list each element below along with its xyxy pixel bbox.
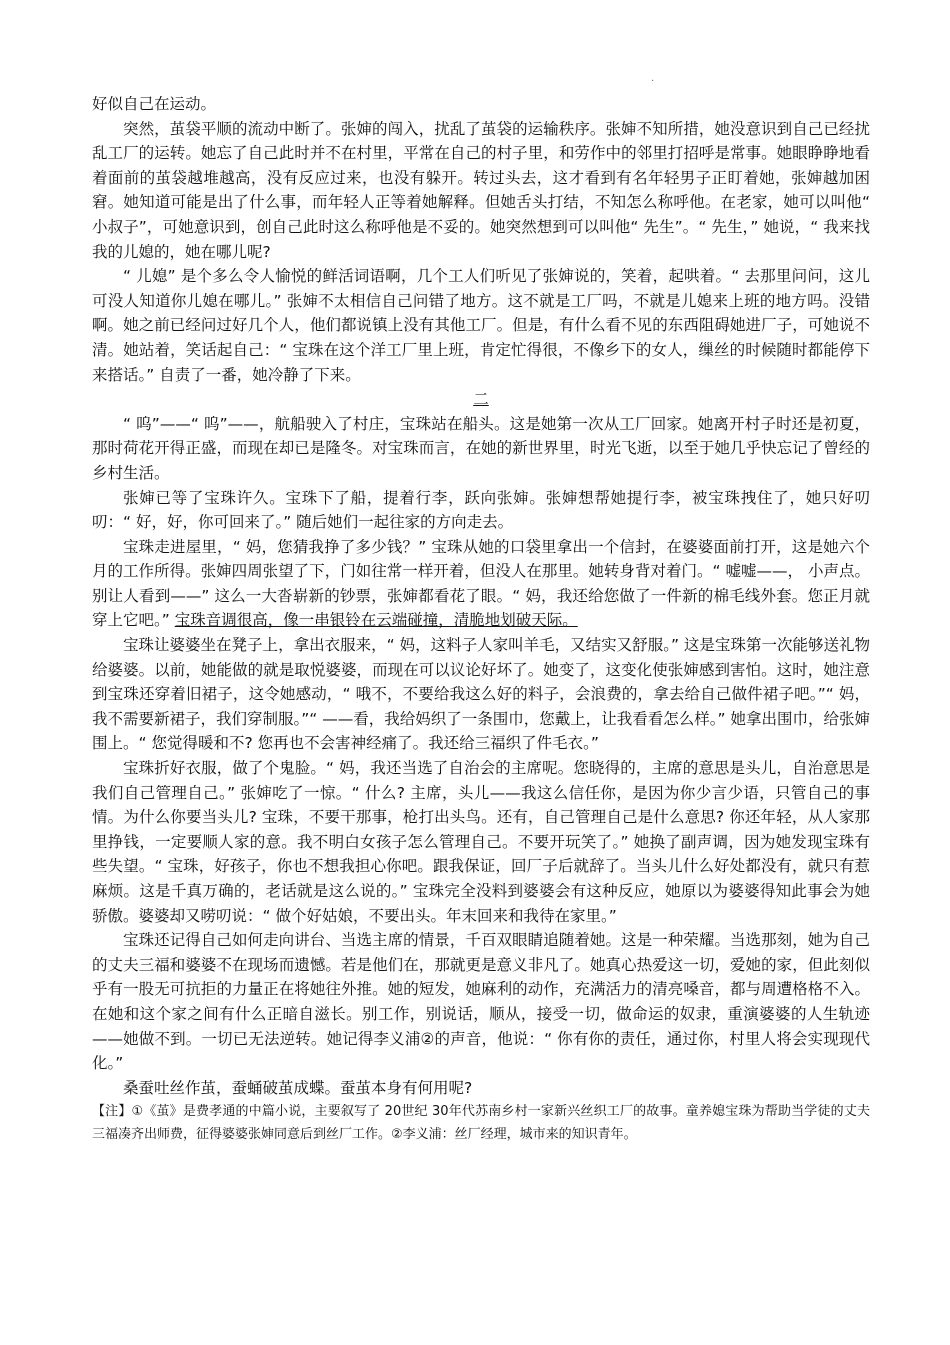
paragraph-1: 突然，茧袋平顺的流动中断了。张婶的闯入，扰乱了茧袋的运输秩序。张婶不知所措，她没意识到自己已经扰乱工厂的运转。她忘了自己此时并不在村里，平常在自己的村子里，和劳作中的邻里打招呼是常事。她眼睁睁地看着面前的茧袋越堆越高，没有反应过来，也没有躲开。转过头去，这才看到有名年轻男子正盯着她，张婶越加困窘。她知道可能是出了什么事，而年轻人正等着她解释。但她舌头打结，不知怎么称呼他。在老家，她可以叫他“ 小叔子”，可她意识到，创自己此时这么称呼他是不妥的。她突然想到可以叫他“ 先生”。“ 先生，” 她说，“ 我来找我的儿媳的，她在哪儿呢? bbox=[92, 119, 870, 261]
paragraph-3: “ 呜”——“ 呜”——，航船驶入了村庄，宝珠站在船头。这是她第一次从工厂回家。她离开村子时还是初夏，那时荷花开得正盛，而现在却已是隆冬。对宝珠而言，在她的新世界里，时光飞逝，以至于她几乎快忘记了曾经的乡村生活。 bbox=[92, 414, 870, 482]
article-body bbox=[92, 92, 870, 1146]
underlined-sentence: 宝珠音调很高，像一串银铃在云端碰撞，清脆地划破天际。 bbox=[174, 611, 578, 630]
paragraph-4: 张婶已等了宝珠许久。宝珠下了船，提着行李，跃向张婶。张婶想帮她提行李，被宝珠拽住了，她只好叨叨：“ 好，好，你可回来了。” 随后她们一起往家的方向走去。 bbox=[92, 488, 870, 532]
section-marker-text: 二 bbox=[473, 390, 489, 409]
paragraph-2: “ 儿媳” 是个多么令人愉悦的鲜活词语啊，几个工人们听见了张婶说的，笑着，起哄着。“ 去那里问问，这儿可没人知道你儿媳在哪儿。” 张婶不太相信自己问错了地方。这不就是工厂吗，不就是儿媳来上班的地方吗。没错啊。她之前已经问过好几个人，他们都说镇上没有其他工厂。但是，有什么看不见的东西阻碍她进厂子，可她说不清。她站着，笑话起自己：“ 宝珠在这个洋工厂里上班，肯定忙得很，不像乡下的女人，缫丝的时候随时都能停下来搭话。” 自责了一番，她冷静了下来。 bbox=[92, 267, 870, 384]
footnote: 【注】①《茧》是费孝通的中篇小说，主要叙写了 20世纪 30年代苏南乡村一家新兴丝织工厂的故事。童养媳宝珠为帮助当学徒的丈夫三福凑齐出师费，征得婆婆张婶同意后到丝厂工作。②李义浦：丝厂经理，城市来的知识青年。 bbox=[92, 1104, 870, 1143]
paragraph-5 bbox=[92, 535, 870, 633]
paragraph-6: 宝珠让婆婆坐在凳子上，拿出衣服来，“ 妈，这料子人家叫羊毛，又结实又舒服。” 这是宝珠第一次能够送礼物给婆婆。以前，她能做的就是取悦婆婆，而现在可以议论好坏了。她变了，这变化使张婶感到害怕。这时，她注意到宝珠还穿着旧裙子，这令她感动，“ 哦不，不要给我这么好的料子，会浪费的，拿去给自己做件裙子吧。”“ 妈，我不需要新裙子，我们穿制服。”“ ——看，我给妈织了一条围巾，您戴上，让我看看怎么样。” 她拿出围巾，给张婶围上。“ 您觉得暖和不? 您再也不会害神经痛了。我还给三福织了件毛衣。” bbox=[92, 636, 870, 753]
section-marker bbox=[92, 387, 870, 412]
paragraph-7: 宝珠折好衣服，做了个鬼脸。“ 妈，我还当选了自治会的主席呢。您晓得的，主席的意思是头儿，自治意思是我们自己管理自己。” 张婶吃了一惊。“ 什么? 主席，头儿——我这么信任你，是因为你少言少语，只管自己的事情。为什么你要当头儿? 宝珠，不要干那事，枪打出头鸟。还有，自己管理自己是什么意思? 你还年轻，从人家那里挣钱，一定要顺人家的意。我不明白女孩子怎么管理自己。不要开玩笑了。” 她换了副声调，因为她发现宝珠有些失望。“ 宝珠，好孩子，你也不想我担心你吧。跟我保证，回厂子后就辞了。当头儿什么好处都没有，就只有惹麻烦。这是千真万确的，老话就是这么说的。” 宝珠完全没料到婆婆会有这种反应，她原以为婆婆得知此事会为她骄傲。婆婆却又唠叨说：“ 做个好姑娘，不要出头。年末回来和我待在家里。” bbox=[92, 759, 870, 925]
paragraph-9: 桑蚕吐丝作茧，蚕蛹破茧成蝶。蚕茧本身有何用呢? bbox=[123, 1078, 473, 1097]
page-dot: · bbox=[651, 76, 655, 87]
paragraph-0: 好似自己在运动。 bbox=[92, 95, 217, 113]
paragraph-5-text: 宝珠走进屋里，“ 妈，您猜我挣了多少钱？” 宝珠从她的口袋里拿出一个信封，在婆婆面前打开，这是她六个月的工作所得。张婶四周张望了下，门如往常一样开着，但没人在那里。她转身背对着门。“ 嘘嘘——， 小声点。别让人看到——” 这么一大沓崭新的钞票，张婶都看花了眼。“ 妈，我还给您做了一件新的棉毛线外套。您正月就穿上它吧。” bbox=[92, 537, 870, 630]
paragraph-8: 宝珠还记得自己如何走向讲台、当选主席的情景，千百双眼睛追随着她。这是一种荣耀。当选那刻，她为自己的丈夫三福和婆婆不在现场而遗憾。若是他们在，那就更是意义非凡了。她真心热爱这一切，爱她的家，但此刻似乎有一股无可抗拒的力量正在将她往外推。她的短发，她麻利的动作，充满活力的清亮嗓音，都与周遭格格不入。在她和这个家之间有什么正暗自滋长。别工作，别说话，顺从，接受一切，做命运的奴隶，重演婆婆的人生轨迹——她做不到。一切已无法逆转。她记得李义浦②的声音，他说：“ 你有你的责任，通过你，村里人将会实现现代化。” bbox=[92, 931, 870, 1073]
